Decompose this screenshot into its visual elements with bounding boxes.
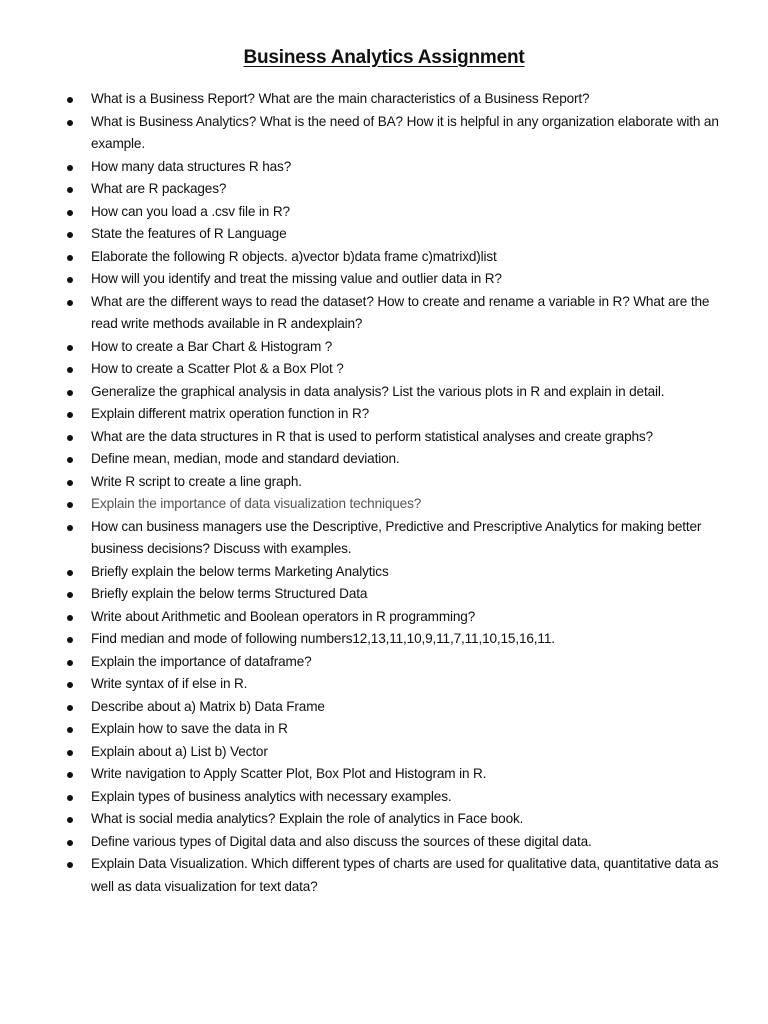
list-item: [0, 673, 768, 696]
bullet-icon: [67, 390, 73, 396]
question-text: Write R script to create a line graph.: [91, 473, 302, 489]
list-item: [0, 718, 768, 741]
question-text: Explain types of business analytics with necessary examples.: [91, 788, 452, 804]
bullet-icon: [67, 840, 73, 846]
question-text: How can business managers use the Descriptive, Predictive and Prescriptive Analytics for making better business decisions? Discuss with examples.: [91, 518, 702, 556]
question-text: Define mean, median, mode and standard deviation.: [91, 451, 400, 466]
question-text: Explain the importance of dataframe?: [91, 653, 312, 669]
question-text: Explain Data Visualization. Which different types of charts are used for qualitative data, quantitative data as well as data visualization for text data?: [91, 856, 719, 894]
list-item: [0, 583, 768, 606]
list-item: [0, 763, 768, 786]
question-text: Generalize the graphical analysis in data analysis? List the various plots in R and explain in detail.: [91, 383, 665, 399]
list-item: [0, 201, 768, 224]
list-item: [0, 426, 768, 449]
question-text: Elaborate the following R objects. a)vector b)data frame c)matrixd)list: [91, 248, 497, 264]
question-text: What is social media analytics? Explain the role of analytics in Face book.: [91, 811, 524, 826]
list-item: [0, 448, 768, 471]
list-item: [0, 493, 768, 516]
list-item: [0, 223, 768, 246]
question-text: Write about Arithmetic and Boolean operators in R programming?: [91, 608, 476, 624]
bullet-icon: [67, 277, 73, 283]
bullet-icon: [67, 795, 73, 801]
list-item: [0, 156, 768, 179]
question-text: How to create a Bar Chart & Histogram ?: [91, 338, 333, 354]
question-text: How will you identify and treat the missing value and outlier data in R?: [91, 271, 502, 286]
bullet-icon: [67, 165, 73, 171]
bullet-icon: [67, 592, 73, 598]
question-list: [0, 88, 768, 898]
bullet-icon: [67, 772, 73, 778]
list-item: [0, 403, 768, 426]
list-item: [0, 246, 768, 269]
bullet-icon: [67, 637, 73, 643]
question-text: How many data structures R has?: [91, 158, 292, 174]
question-text: What are the different ways to read the dataset? How to create and rename a variable in R? What are the read write methods available in R andexplain?: [91, 293, 710, 331]
list-item: [0, 696, 768, 719]
list-item: [0, 786, 768, 809]
list-item: [0, 471, 768, 494]
list-item: [0, 88, 768, 111]
bullet-icon: [67, 412, 73, 418]
list-item: [0, 628, 768, 651]
bullet-icon: [67, 817, 73, 823]
list-item: [0, 111, 768, 156]
question-text: Briefly explain the below terms Structured Data: [91, 586, 368, 601]
bullet-icon: [67, 300, 73, 306]
bullet-icon: [67, 120, 73, 126]
question-text: State the features of R Language: [91, 226, 287, 241]
list-item: [0, 831, 768, 854]
question-text: Write navigation to Apply Scatter Plot, Box Plot and Histogram in R.: [91, 766, 487, 781]
question-text: Describe about a) Matrix b) Data Frame: [91, 698, 325, 714]
question-text: Explain the importance of data visualization techniques?: [91, 496, 422, 511]
list-item: [0, 808, 768, 831]
bullet-icon: [67, 210, 73, 216]
list-item: [0, 606, 768, 629]
bullet-icon: [67, 457, 73, 463]
question-text: What are the data structures in R that is used to perform statistical analyses and create graphs?: [91, 428, 653, 444]
page-title: Business Analytics Assignment: [243, 47, 525, 68]
question-text: Briefly explain the below terms Marketing Analytics: [91, 563, 389, 579]
list-item: [0, 381, 768, 404]
bullet-icon: [67, 97, 73, 103]
question-text: What are R packages?: [91, 181, 227, 196]
question-text: Write syntax of if else in R.: [91, 676, 248, 691]
bullet-icon: [67, 187, 73, 193]
list-item: [0, 268, 768, 291]
question-text: What is Business Analytics? What is the need of BA? How it is helpful in any organization elaborate with an example.: [91, 113, 719, 151]
bullet-icon: [67, 255, 73, 261]
question-text: Define various types of Digital data and also discuss the sources of these digital data.: [91, 833, 592, 849]
bullet-icon: [67, 435, 73, 441]
question-text: Explain how to save the data in R: [91, 721, 288, 736]
bullet-icon: [67, 502, 73, 508]
bullet-icon: [67, 525, 73, 531]
question-text: Find median and mode of following numbers12,13,11,10,9,11,7,11,10,15,16,11.: [91, 631, 555, 646]
question-text: Explain different matrix operation function in R?: [91, 406, 370, 421]
bullet-icon: [67, 727, 73, 733]
list-item: [0, 358, 768, 381]
list-item: [0, 651, 768, 674]
question-text: How can you load a .csv file in R?: [91, 203, 290, 219]
list-item: [0, 741, 768, 764]
list-item: [0, 561, 768, 584]
bullet-icon: [67, 750, 73, 756]
bullet-icon: [67, 345, 73, 351]
bullet-icon: [67, 615, 73, 621]
bullet-icon: [67, 480, 73, 486]
list-item: [0, 336, 768, 359]
question-text: What is a Business Report? What are the main characteristics of a Business Report?: [91, 91, 590, 106]
bullet-icon: [67, 682, 73, 688]
question-text: How to create a Scatter Plot & a Box Plot ?: [91, 361, 344, 376]
bullet-icon: [67, 232, 73, 238]
list-item: [0, 516, 768, 561]
question-text: Explain about a) List b) Vector: [91, 743, 268, 759]
bullet-icon: [67, 660, 73, 666]
bullet-icon: [67, 705, 73, 711]
bullet-icon: [67, 367, 73, 373]
list-item: [0, 291, 768, 336]
list-item: [0, 178, 768, 201]
bullet-icon: [67, 570, 73, 576]
list-item: [0, 853, 768, 898]
bullet-icon: [67, 862, 73, 868]
